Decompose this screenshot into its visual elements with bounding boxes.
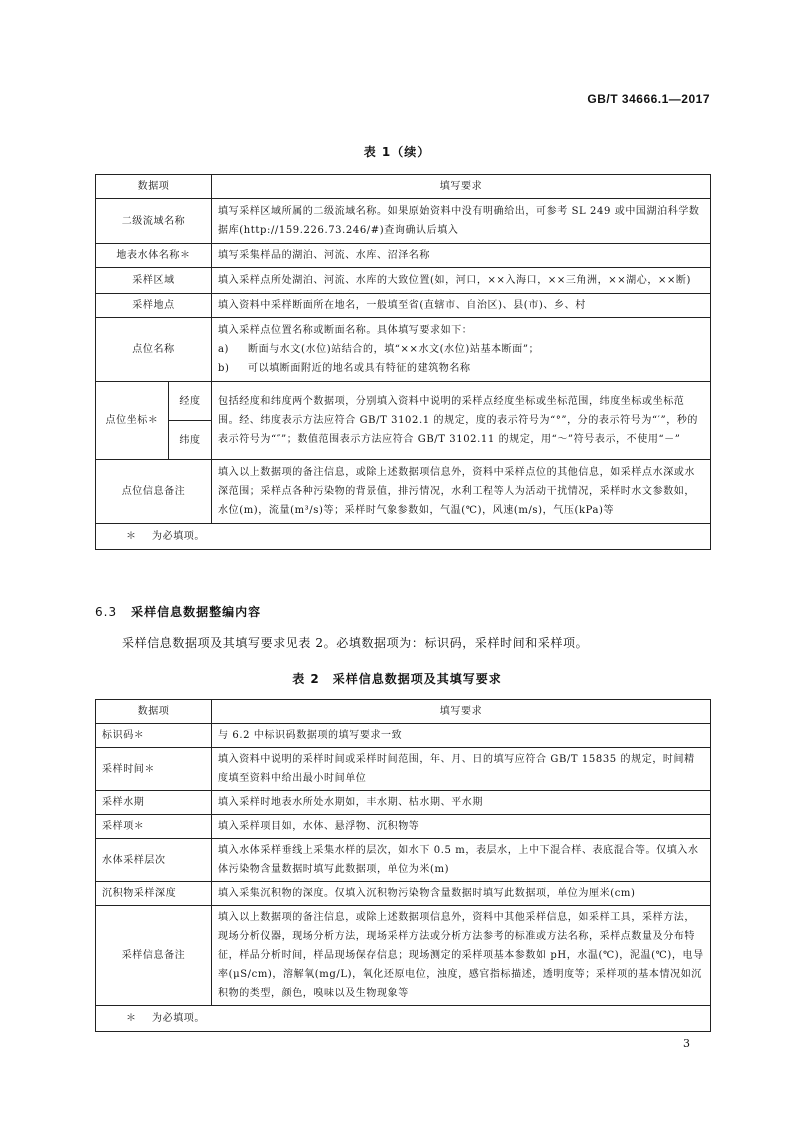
item-cell: 地表水体名称＊ bbox=[96, 244, 212, 268]
item-cell: 点位信息备注 bbox=[96, 460, 212, 524]
sub-item-cell-longitude: 经度 bbox=[169, 382, 212, 421]
req-cell bbox=[212, 318, 711, 382]
table-row bbox=[96, 748, 711, 791]
item-cell: 点位坐标＊ bbox=[96, 382, 169, 460]
table1-caption: 表 1（续） bbox=[363, 145, 431, 159]
table-row bbox=[96, 294, 711, 318]
page-number: 3 bbox=[683, 1037, 690, 1050]
note-text: 为必填项。 bbox=[152, 1013, 205, 1024]
item-cell: 采样时间＊ bbox=[96, 748, 212, 791]
table2-caption: 表 2 采样信息数据项及其填写要求 bbox=[292, 672, 502, 686]
note-text: 为必填项。 bbox=[152, 531, 205, 542]
list-text-a: 断面与水文(水位)站结合的，填“××水文(水位)站基本断面”； bbox=[248, 344, 540, 355]
list-text-b: 可以填断面附近的地名或具有特征的建筑物名称 bbox=[248, 363, 471, 374]
section-heading bbox=[95, 603, 261, 620]
req-cell: 填入采样项目如，水体、悬浮物、沉积物等 bbox=[212, 815, 711, 839]
req-cell: 填入采集沉积物的深度。仅填入沉积物污染物含量数据时填写此数据项，单位为厘米(cm) bbox=[212, 882, 711, 906]
req-cell: 填写采集样品的湖泊、河流、水库、沼泽名称 bbox=[212, 244, 711, 268]
list-label-a: a) bbox=[218, 344, 230, 355]
list-label-b: b) bbox=[218, 363, 230, 374]
body-paragraph: 采样信息数据项及其填写要求见表 2。必填数据项为：标识码，采样时间和采样项。 bbox=[122, 636, 589, 650]
item-cell: 点位名称 bbox=[96, 318, 212, 382]
table-note-row bbox=[96, 524, 711, 550]
item-cell: 水体采样层次 bbox=[96, 839, 212, 882]
req-intro: 填入采样点位置名称或断面名称。具体填写要求如下： bbox=[218, 325, 473, 336]
req-cell: 填入采样时地表水所处水期如，丰水期、枯水期、平水期 bbox=[212, 791, 711, 815]
table-row bbox=[96, 791, 711, 815]
table-row bbox=[96, 839, 711, 882]
item-cell: 采样项＊ bbox=[96, 815, 212, 839]
req-cell: 填写采样区域所属的二级流域名称。如果原始资料中没有明确给出，可参考 SL 249 或中国湖泊科学数据库(http://159.226.73.246/#)查询确认后填入 bbox=[212, 199, 711, 244]
table-row bbox=[96, 906, 711, 1006]
req-cell: 填入资料中采样断面所在地名，一般填至省(直辖市、自治区)、县(市)、乡、村 bbox=[212, 294, 711, 318]
table-row bbox=[96, 244, 711, 268]
table-row bbox=[96, 882, 711, 906]
table1 bbox=[95, 174, 711, 550]
table-note bbox=[96, 524, 711, 550]
table-row bbox=[96, 382, 711, 421]
item-cell: 标识码＊ bbox=[96, 724, 212, 748]
header-cell-req: 填写要求 bbox=[212, 700, 711, 724]
req-cell: 填入水体采样垂线上采集水样的层次，如水下 0.5 m，表层水，上中下混合样、表底混合等。仅填入水体污染物含量数据时填写此数据项，单位为米(m) bbox=[212, 839, 711, 882]
req-list-item-a bbox=[218, 340, 704, 359]
note-star: ＊ bbox=[126, 1013, 137, 1024]
req-cell: 填入资料中说明的采样时间或采样时间范围，年、月、日的填写应符合 GB/T 15835 的规定，时间精度填至资料中给出最小时间单位 bbox=[212, 748, 711, 791]
item-cell: 采样水期 bbox=[96, 791, 212, 815]
table-row bbox=[96, 460, 711, 524]
section-number: 6.3 bbox=[95, 605, 118, 619]
table-row bbox=[96, 815, 711, 839]
table-note-row bbox=[96, 1006, 711, 1032]
req-list-item-b bbox=[218, 359, 704, 378]
req-cell: 包括经度和纬度两个数据项，分别填入资料中说明的采样点经度坐标或坐标范围，纬度坐标或坐标范围。经、纬度表示方法应符合 GB/T 3102.1 的规定，度的表示符号为“°”，分的表示符号为“′”，秒的表示符号为“″”；数值范围表示方法应符合 GB/T 3102.11 的规定，用“～”符号表示，不使用“－” bbox=[212, 382, 711, 460]
req-cell: 与 6.2 中标识码数据项的填写要求一致 bbox=[212, 724, 711, 748]
req-cell: 填入以上数据项的备注信息，或除上述数据项信息外，资料中采样点位的其他信息，如采样点水深或水深范围；采样点各种污染物的背景值，排污情况，水利工程等人为活动干扰情况，采样时水文参数如，水位(m)，流量(m³/s)等；采样时气象参数如，气温(℃)，风速(m/s)，气压(kPa)等 bbox=[212, 460, 711, 524]
req-cell: 填入以上数据项的备注信息，或除上述数据项信息外，资料中其他采样信息，如采样工具，采样方法，现场分析仪器，现场分析方法，现场采样方法或分析方法参考的标准或方法名称，采样点数量及分布特征，样品分析时间，样品现场保存信息；现场测定的采样项基本参数如 pH，水温(℃)，泥温(℃)，电导率(μS/cm)，溶解氧(mg/L)，氧化还原电位，浊度，感官指标描述，透明度等；采样项的基本情况如沉积物的类型，颜色，嗅味以及生物现象等 bbox=[212, 906, 711, 1006]
table2 bbox=[95, 699, 711, 1032]
sub-item-cell-latitude: 纬度 bbox=[169, 421, 212, 460]
section-title: 采样信息数据整编内容 bbox=[131, 605, 262, 619]
item-cell: 采样信息备注 bbox=[96, 906, 212, 1006]
table-note bbox=[96, 1006, 711, 1032]
item-cell: 二级流域名称 bbox=[96, 199, 212, 244]
item-cell: 采样地点 bbox=[96, 294, 212, 318]
table-row bbox=[96, 724, 711, 748]
header-cell-item: 数据项 bbox=[96, 700, 212, 724]
header-cell-item: 数据项 bbox=[96, 175, 212, 199]
item-cell: 采样区域 bbox=[96, 268, 212, 294]
req-cell: 填入采样点所处湖泊、河流、水库的大致位置(如，河口，××入海口，××三角洲，××湖心，××断) bbox=[212, 268, 711, 294]
table-row bbox=[96, 268, 711, 294]
header-cell-req: 填写要求 bbox=[212, 175, 711, 199]
table-row bbox=[96, 318, 711, 382]
item-cell: 沉积物采样深度 bbox=[96, 882, 212, 906]
table-row bbox=[96, 199, 711, 244]
note-star: ＊ bbox=[126, 531, 137, 542]
table-header-row bbox=[96, 700, 711, 724]
table-header-row bbox=[96, 175, 711, 199]
standard-number: GB/T 34666.1—2017 bbox=[587, 92, 710, 106]
